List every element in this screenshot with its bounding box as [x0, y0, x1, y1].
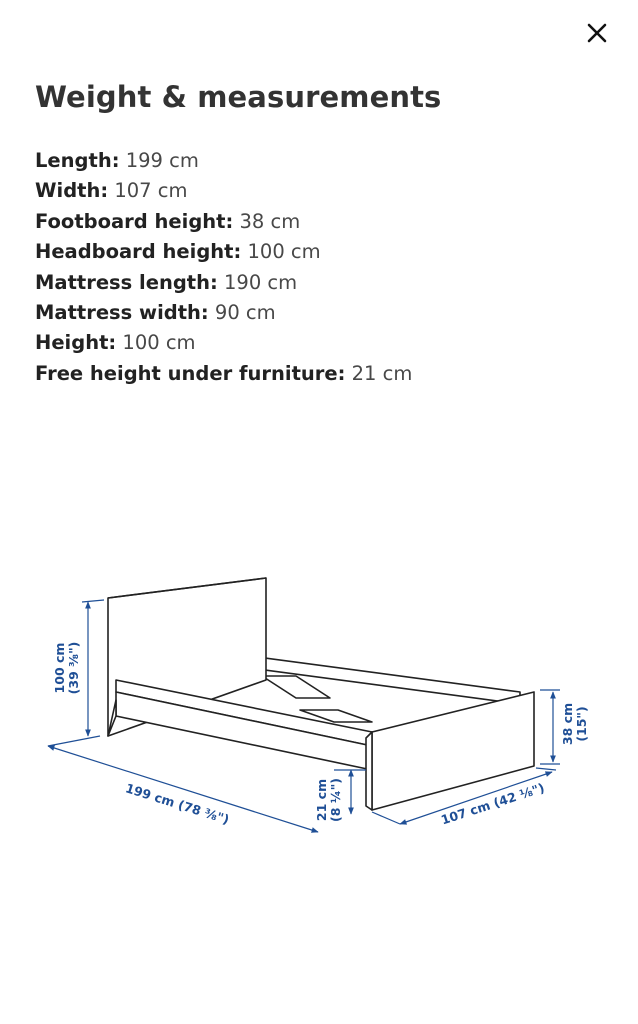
spec-label: Width: [35, 179, 109, 203]
spec-value: 107 cm [114, 179, 188, 203]
width-label: 107 cm (42 ⅛") [439, 779, 547, 828]
spec-value: 100 cm [247, 240, 321, 264]
specs-list [35, 146, 412, 389]
spec-label: Mattress width: [35, 301, 209, 325]
spec-row-mattress-width [35, 298, 412, 328]
spec-value: 38 cm [239, 209, 301, 233]
spec-value: 190 cm [224, 270, 298, 294]
spec-label: Free height under furniture: [35, 361, 346, 385]
spec-label: Mattress length: [35, 270, 218, 294]
spec-value: 90 cm [214, 301, 276, 325]
page-title: Weight & measurements [35, 80, 442, 114]
headboard-height-in-label: (39 ⅜") [66, 641, 81, 695]
spec-row-free-height [35, 359, 412, 389]
bed-illustration [108, 578, 534, 810]
bed-dimension-diagram [0, 560, 638, 860]
spec-label: Length: [35, 149, 120, 172]
spec-row-headboard-height [35, 237, 412, 267]
footboard-height-cm-label: 38 cm [560, 702, 575, 746]
spec-row-mattress-length [35, 268, 412, 298]
spec-row-length [35, 146, 412, 176]
length-label: 199 cm (78 ⅜") [123, 780, 232, 828]
spec-row-height [35, 328, 412, 358]
spec-row-width [35, 176, 412, 206]
spec-value: 100 cm [122, 331, 196, 355]
spec-row-footboard-height [35, 207, 412, 237]
headboard-height-cm-label: 100 cm [52, 642, 67, 694]
spec-label: Height: [35, 331, 117, 355]
spec-label: Footboard height: [35, 209, 234, 233]
free-height-cm-label: 21 cm [314, 778, 329, 822]
footboard-height-in-label: (15") [574, 706, 589, 742]
close-button[interactable] [578, 16, 616, 54]
spec-value: 21 cm [351, 361, 413, 385]
close-icon [586, 22, 608, 48]
spec-value: 199 cm [125, 149, 199, 172]
spec-label: Headboard height: [35, 240, 242, 264]
free-height-in-label: (8 ¼") [328, 778, 343, 822]
